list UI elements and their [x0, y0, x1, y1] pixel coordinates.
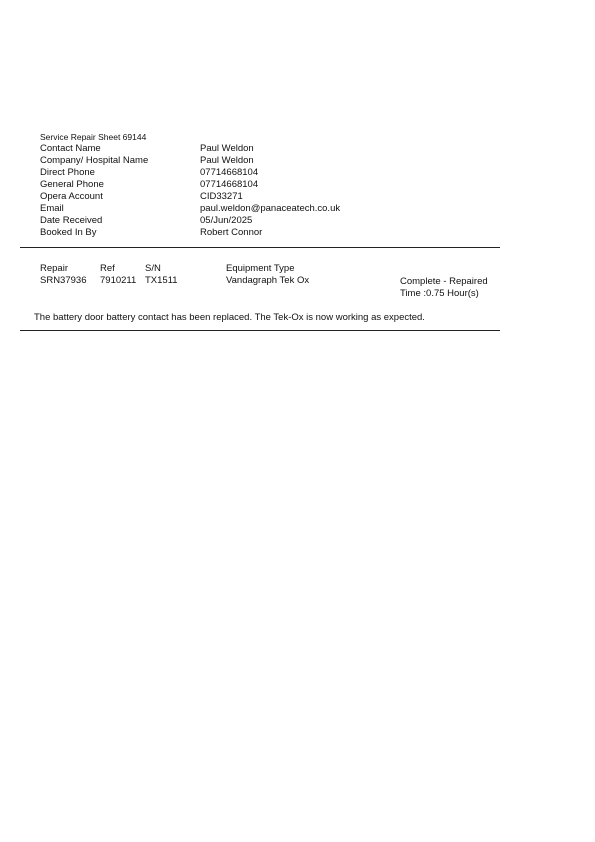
cell-repair: SRN37936	[40, 275, 87, 286]
repair-note: The battery door battery contact has been replaced. The Tek-Ox is now working as expected.	[34, 312, 425, 323]
header-sn: S/N	[145, 263, 161, 274]
detail-value: Paul Weldon	[200, 155, 254, 166]
detail-value: Robert Connor	[200, 227, 263, 238]
header-ref: Ref	[100, 263, 115, 274]
detail-row-contact-name	[40, 143, 500, 155]
detail-row-booked-in-by	[40, 227, 500, 239]
detail-label: Direct Phone	[40, 167, 95, 178]
detail-row-opera-account	[40, 191, 500, 203]
detail-value: 07714668104	[200, 179, 259, 190]
detail-label: Booked In By	[40, 227, 97, 238]
detail-label: Contact Name	[40, 143, 101, 154]
divider-top	[20, 247, 500, 248]
detail-row-company	[40, 155, 500, 167]
header-repair: Repair	[40, 263, 68, 274]
detail-value: paul.weldon@panaceatech.co.uk	[200, 203, 341, 214]
detail-value: CID33271	[200, 191, 243, 202]
detail-label: General Phone	[40, 179, 104, 190]
header-equipment-type: Equipment Type	[226, 263, 295, 274]
detail-row-general-phone	[40, 179, 500, 191]
sheet-title: Service Repair Sheet 69144	[40, 132, 147, 142]
detail-row-email	[40, 203, 500, 215]
cell-equipment-type: Vandagraph Tek Ox	[226, 275, 310, 286]
detail-label: Opera Account	[40, 191, 103, 202]
detail-row-date-received	[40, 215, 500, 227]
detail-label: Email	[40, 203, 64, 214]
detail-value: Paul Weldon	[200, 143, 254, 154]
cell-time: Time :0.75 Hour(s)	[400, 288, 479, 299]
detail-row-direct-phone	[40, 167, 500, 179]
detail-value: 07714668104	[200, 167, 259, 178]
detail-value: 05/Jun/2025	[200, 215, 253, 226]
cell-sn: TX1511	[145, 275, 178, 286]
detail-label: Company/ Hospital Name	[40, 155, 149, 166]
cell-ref: 7910211	[100, 275, 137, 286]
divider-bottom	[20, 330, 500, 331]
detail-label: Date Received	[40, 215, 103, 226]
cell-status: Complete - Repaired	[400, 276, 488, 287]
